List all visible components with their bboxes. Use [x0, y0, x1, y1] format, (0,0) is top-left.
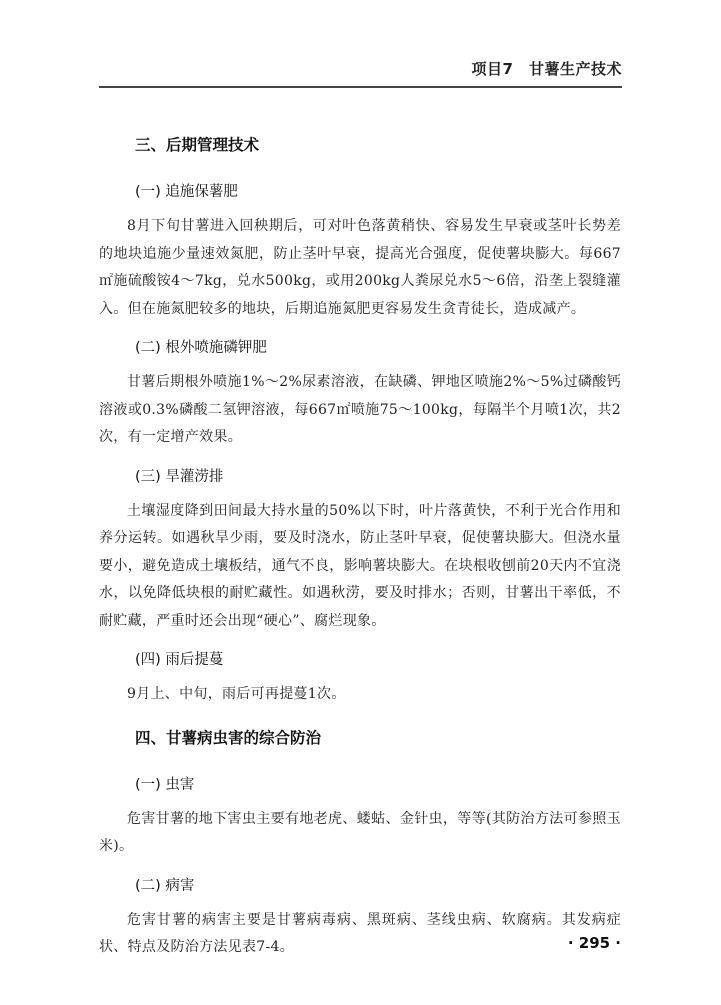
subsection-heading-1: (一) 追施保薯肥	[135, 184, 238, 200]
paragraph-5: 危害甘薯的地下害虫主要有地老虎、蝼蛄、金针虫，等等(其防治方法可参照玉米)。	[99, 810, 621, 854]
section-heading-4: 四、甘薯病虫害的综合防治	[135, 728, 322, 747]
subsection-heading-5: (一) 虫害	[135, 776, 195, 793]
page-content	[99, 120, 621, 962]
subsection-heading-2: (二) 根外喷施磷钾肥	[135, 340, 267, 356]
subsection-heading-3: (三) 旱灌涝排	[135, 468, 224, 485]
page-number: · 295 ·	[567, 934, 621, 952]
subsection-heading-6: (二) 病害	[135, 877, 195, 894]
section-heading-3: 三、后期管理技术	[135, 136, 260, 154]
paragraph-6: 危害甘薯的病害主要是甘薯病毒病、黑斑病、茎线虫病、软腐病。其发病症状、特点及防治方法见表7-4。	[99, 911, 621, 955]
paragraph-3: 土壤湿度降到田间最大持水量的50%以下时，叶片落黄快，不利于光合作用和养分运转。如遇秋旱少雨，要及时浇水，防止茎叶早衰，促使薯块膨大。但浇水量要小，避免造成土壤板结，通气不良，影响薯块膨大。在块根收刨前20天内不宜浇水，以免降低块根的耐贮藏性。如遇秋涝，要及时排水；否则，甘薯出干率低，不耐贮藏，严重时还会出现“硬心”、腐烂现象。	[99, 502, 621, 629]
running-header: 项目7 甘薯生产技术	[471, 60, 622, 78]
subsection-heading-4: (四) 雨后提蔓	[135, 652, 224, 668]
paragraph-2: 甘薯后期根外喷施1%～2%尿素溶液，在缺磷、钾地区喷施2%～5%过磷酸钙溶液或0.3%磷酸二氢钾溶液，每667㎡喷施75～100kg，每隔半个月喷1次，共2次，有一定增产效果。	[99, 374, 621, 445]
paragraph-1: 8月下旬甘薯进入回秧期后，可对叶色落黄稍快、容易发生早衰或茎叶长势差的地块追施少量速效氮肥，防止茎叶早衰，提高光合强度，促使薯块膨大。每667㎡施硫酸铵4～7kg，兑水500kg，或用200kg人粪尿兑水5～6倍，沿垄上裂缝灌入。但在施氮肥较多的地块，后期追施氮肥更容易发生贪青徒长，造成减产。	[99, 218, 621, 317]
paragraph-4: 9月上、中旬，雨后可再提蔓1次。	[127, 686, 346, 702]
header-rule	[99, 86, 622, 88]
